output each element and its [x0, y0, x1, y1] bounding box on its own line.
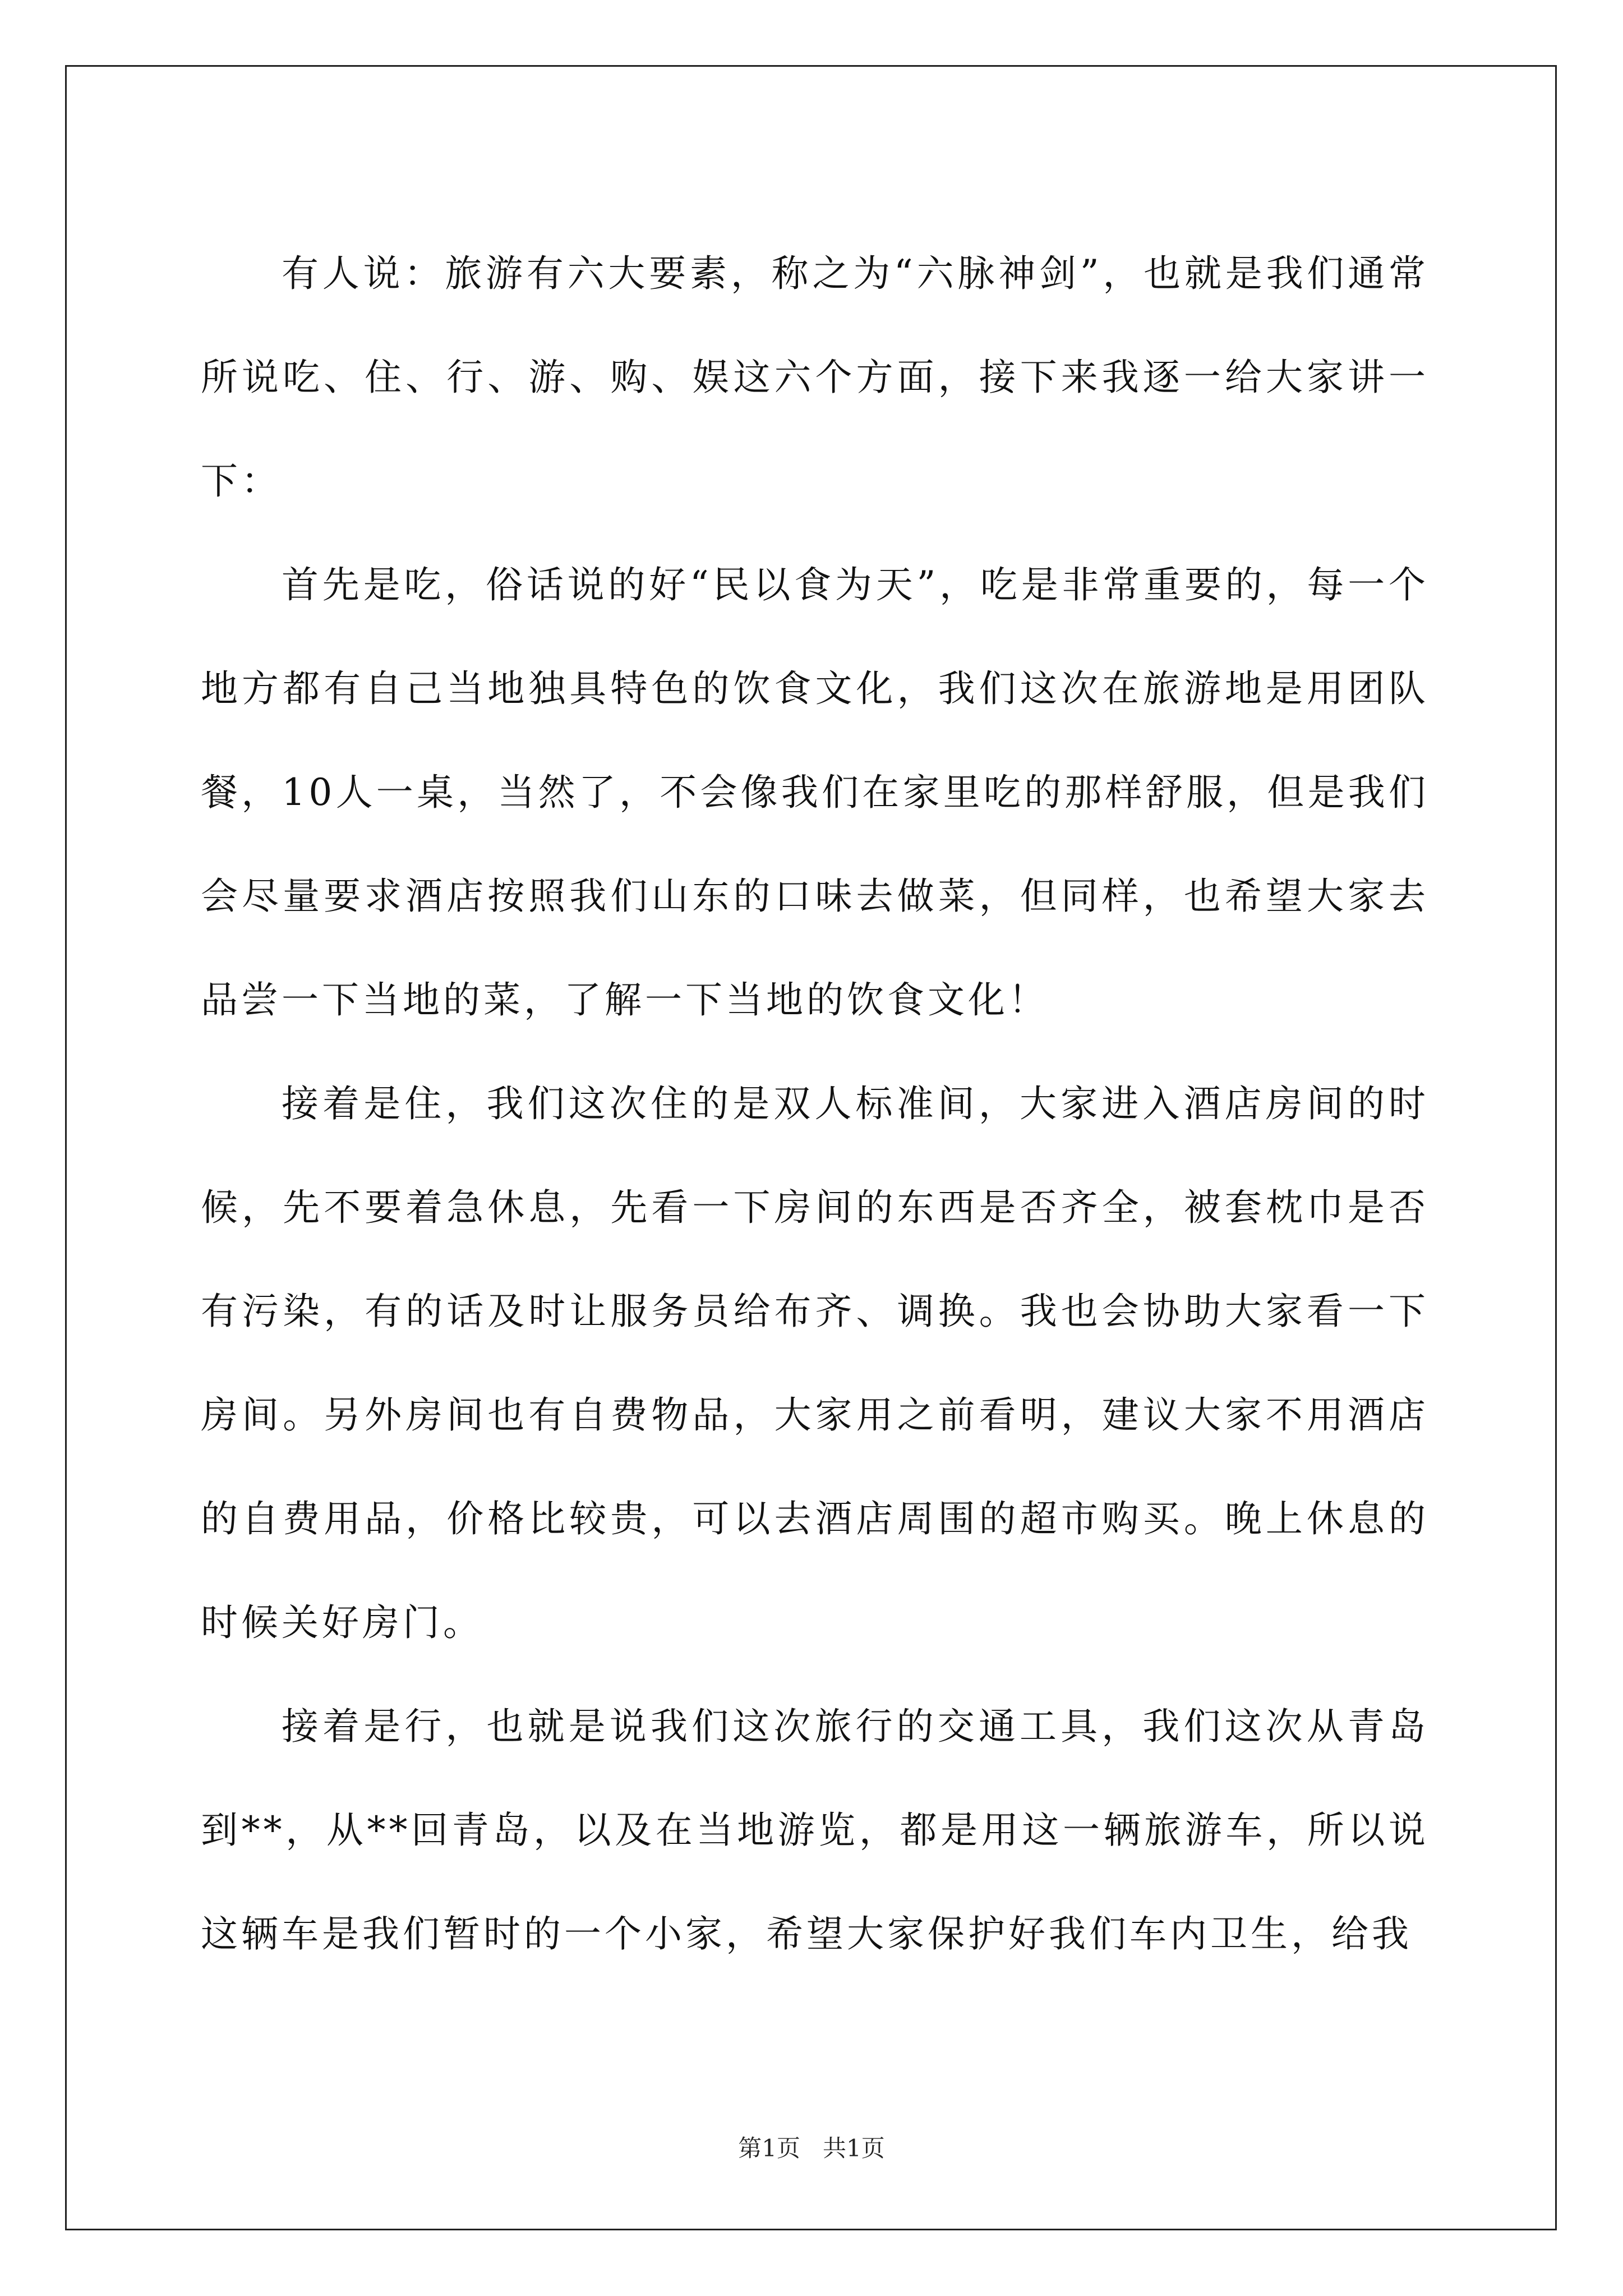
page-total: 共1页: [823, 2134, 885, 2162]
page-footer: [0, 2132, 1623, 2165]
paragraph-3: 接着是住，我们这次住的是双人标准间，大家进入酒店房间的时候，先不要着急休息，先看一下房间的东西是否齐全，被套枕巾是否有污染，有的话及时让服务员给布齐、调换。我也会协助大家看一下房间。另外房间也有自费物品，大家用之前看明，建议大家不用酒店的自费用品，价格比较贵，可以去酒店周围的超市购买。晚上休息的时候关好房门。: [201, 1082, 1429, 1644]
paragraph-1: 有人说：旅游有六大要素，称之为“六脉神剑”，也就是我们通常所说吃、住、行、游、购、娱这六个方面，接下来我逐一给大家讲一下：: [201, 252, 1429, 503]
document-body: [201, 222, 1429, 1986]
paragraph-2: 首先是吃，俗话说的好“民以食为天”，吃是非常重要的，每一个地方都有自己当地独具特色的饮食文化，我们这次在旅游地是用团队餐，10人一桌，当然了，不会像我们在家里吃的那样舒服，但是我们会尽量要求酒店按照我们山东的口味去做菜，但同样，也希望大家去品尝一下当地的菜，了解一下当地的饮食文化！: [201, 563, 1429, 1022]
page-number: 第1页: [738, 2134, 800, 2162]
paragraph-4: 接着是行，也就是说我们这次旅行的交通工具，我们这次从青岛到**，从**回青岛，以及在当地游览，都是用这一辆旅游车，所以说这辆车是我们暂时的一个小家，希望大家保护好我们车内卫生，给我: [201, 1705, 1429, 1955]
